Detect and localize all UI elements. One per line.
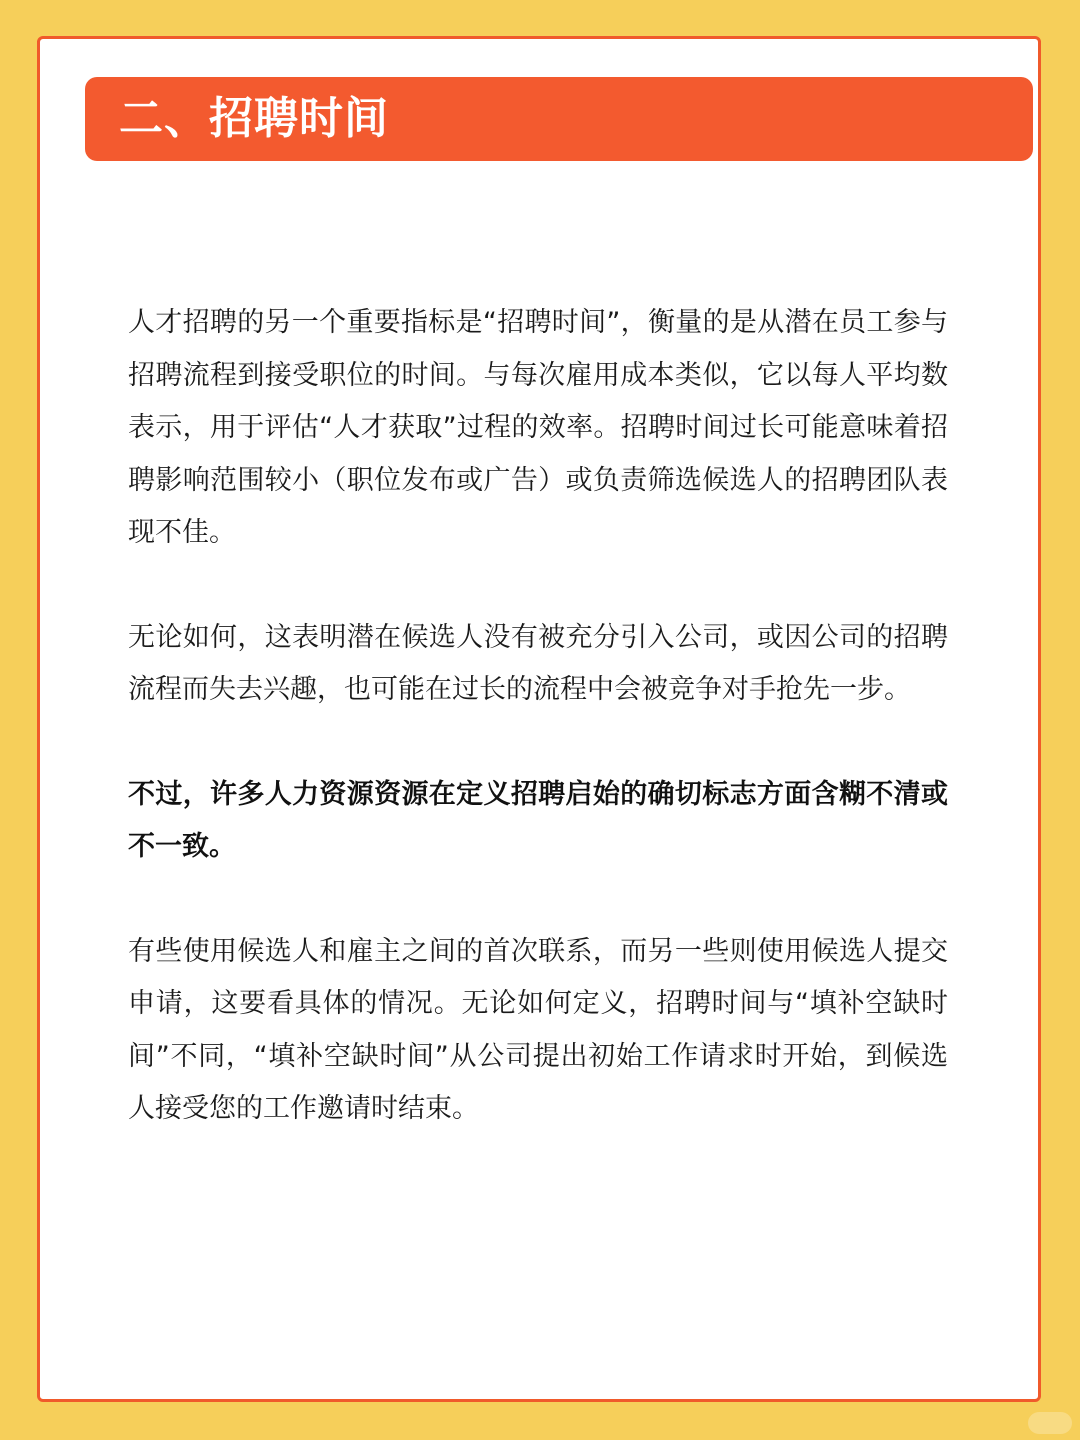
section-title: 二、招聘时间 xyxy=(119,93,389,144)
article-body xyxy=(128,297,948,1188)
paragraph-time-to-fill: 有些使用候选人和雇主之间的首次联系，而另一些则使用候选人提交申请，这要看具体的情况。无论如何定义，招聘时间与“填补空缺时间”不同，“填补空缺时间”从公司提出初始工作请求时开始，到候选人接受您的工作邀请时结束。 xyxy=(128,935,948,1124)
paragraph-candidate-interest: 无论如何，这表明潜在候选人没有被充分引入公司，或因公司的招聘流程而失去兴趣，也可能在过长的流程中会被竞争对手抢先一步。 xyxy=(128,621,948,705)
content-card xyxy=(37,36,1041,1402)
watermark-mark xyxy=(1028,1412,1072,1434)
paragraph-emphasis: 不过，许多人力资源资源在定义招聘启始的确切标志方面含糊不清或不一致。 xyxy=(128,778,948,862)
paragraph-time-to-hire-definition: 人才招聘的另一个重要指标是“招聘时间”，衡量的是从潜在员工参与招聘流程到接受职位的时间。与每次雇用成本类似，它以每人平均数表示，用于评估“人才获取”过程的效率。招聘时间过长可能意味着招聘影响范围较小（职位发布或广告）或负责筛选候选人的招聘团队表现不佳。 xyxy=(128,307,948,548)
section-header xyxy=(85,77,1033,161)
